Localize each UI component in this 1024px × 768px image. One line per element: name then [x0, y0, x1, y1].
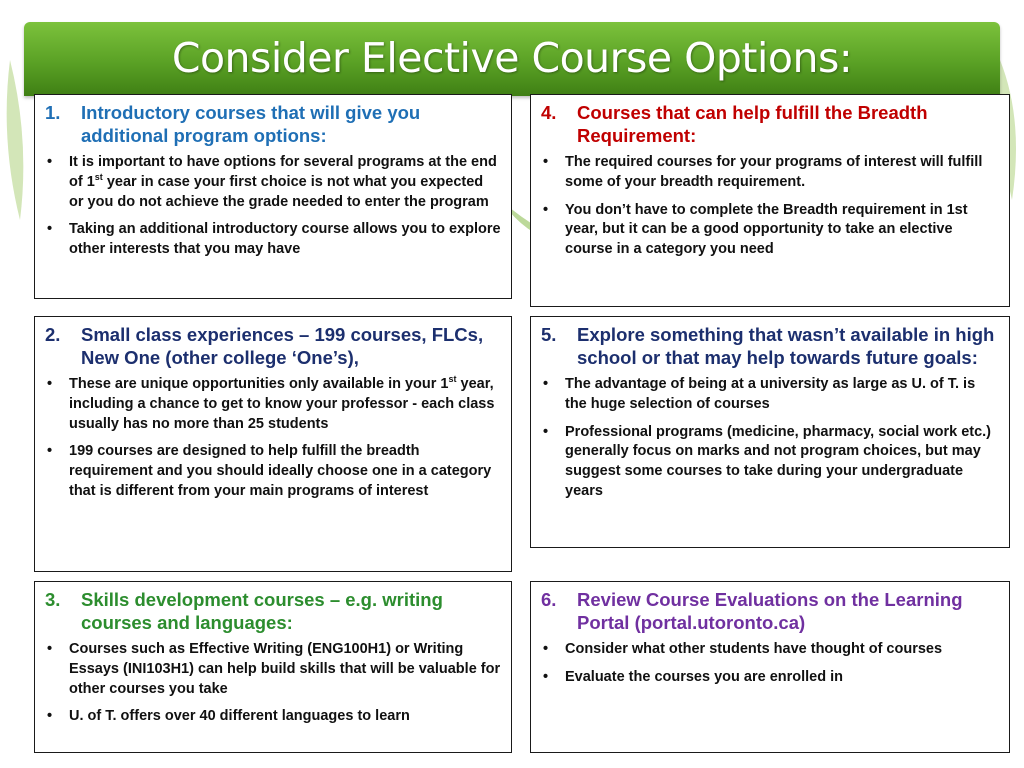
box5-bullet-list [541, 375, 999, 502]
list-item: • Courses such as Effective Writing (ENG100H1) or Writing Essays (INI103H1) can help build skills that will be valuable for other courses you take [45, 640, 501, 699]
box6-heading-text: Review Course Evaluations on the Learning Portal (portal.utoronto.ca) [577, 589, 963, 633]
box-explore-something [530, 316, 1010, 548]
box1-number: 1. [45, 102, 61, 123]
list-item: • 199 courses are designed to help fulfill the breadth requirement and you should ideally choose one in a category that is different from your main programs of interest [45, 442, 501, 501]
box-breadth-requirement [530, 94, 1010, 307]
box4-heading-text: Courses that can help fulfill the Breadth Requirement: [577, 102, 928, 146]
slide-title: Consider Elective Course Options: [171, 34, 853, 82]
box1-heading [45, 101, 501, 147]
list-item: • Taking an additional introductory course allows you to explore other interests that you may have [45, 220, 501, 260]
title-bar [24, 22, 1000, 96]
box6-number: 6. [541, 589, 557, 610]
box2-heading [45, 323, 501, 369]
list-item: • You don’t have to complete the Breadth requirement in 1st year, but it can be a good opportunity to take an elective course in a category you need [541, 201, 999, 260]
list-item: • The advantage of being at a university as large as U. of T. is the huge selection of courses [541, 375, 999, 415]
box2-number: 2. [45, 324, 61, 345]
box1-bullet-list [45, 153, 501, 260]
box6-heading [541, 588, 999, 634]
box1-heading-text: Introductory courses that will give you additional program options: [81, 102, 421, 146]
box2-heading-text: Small class experiences – 199 courses, FLCs, New One (other college ‘One’s), [81, 324, 484, 368]
box-skills-development [34, 581, 512, 753]
box2-bullet-list [45, 375, 501, 502]
box3-heading-text: Skills development courses – e.g. writing courses and languages: [81, 589, 443, 633]
list-item: • Consider what other students have thought of courses [541, 640, 999, 660]
box6-bullet-list [541, 640, 999, 688]
box-introductory-courses [34, 94, 512, 299]
box4-number: 4. [541, 102, 557, 123]
box5-heading [541, 323, 999, 369]
box-course-evaluations [530, 581, 1010, 753]
box4-bullet-list [541, 153, 999, 260]
box3-heading [45, 588, 501, 634]
list-item: • It is important to have options for several programs at the end of 1st year in case your first choice is not what you expected or you do not achieve the grade needed to enter the program [45, 153, 501, 212]
leaf-left [7, 60, 24, 220]
list-item: • These are unique opportunities only available in your 1st year, including a chance to get to know your professor - each class usually has no more than 25 students [45, 375, 501, 434]
list-item: • Professional programs (medicine, pharmacy, social work etc.) generally focus on marks and not program choices, but may suggest some courses to take during your undergraduate years [541, 423, 999, 502]
box-small-class-experiences [34, 316, 512, 572]
list-item: • The required courses for your programs of interest will fulfill some of your breadth requirement. [541, 153, 999, 193]
box5-number: 5. [541, 324, 557, 345]
list-item: • Evaluate the courses you are enrolled in [541, 668, 999, 688]
box5-heading-text: Explore something that wasn’t available in high school or that may help towards future goals: [577, 324, 995, 368]
box3-number: 3. [45, 589, 61, 610]
box4-heading [541, 101, 999, 147]
box3-bullet-list [45, 640, 501, 727]
list-item: • U. of T. offers over 40 different languages to learn [45, 707, 501, 727]
